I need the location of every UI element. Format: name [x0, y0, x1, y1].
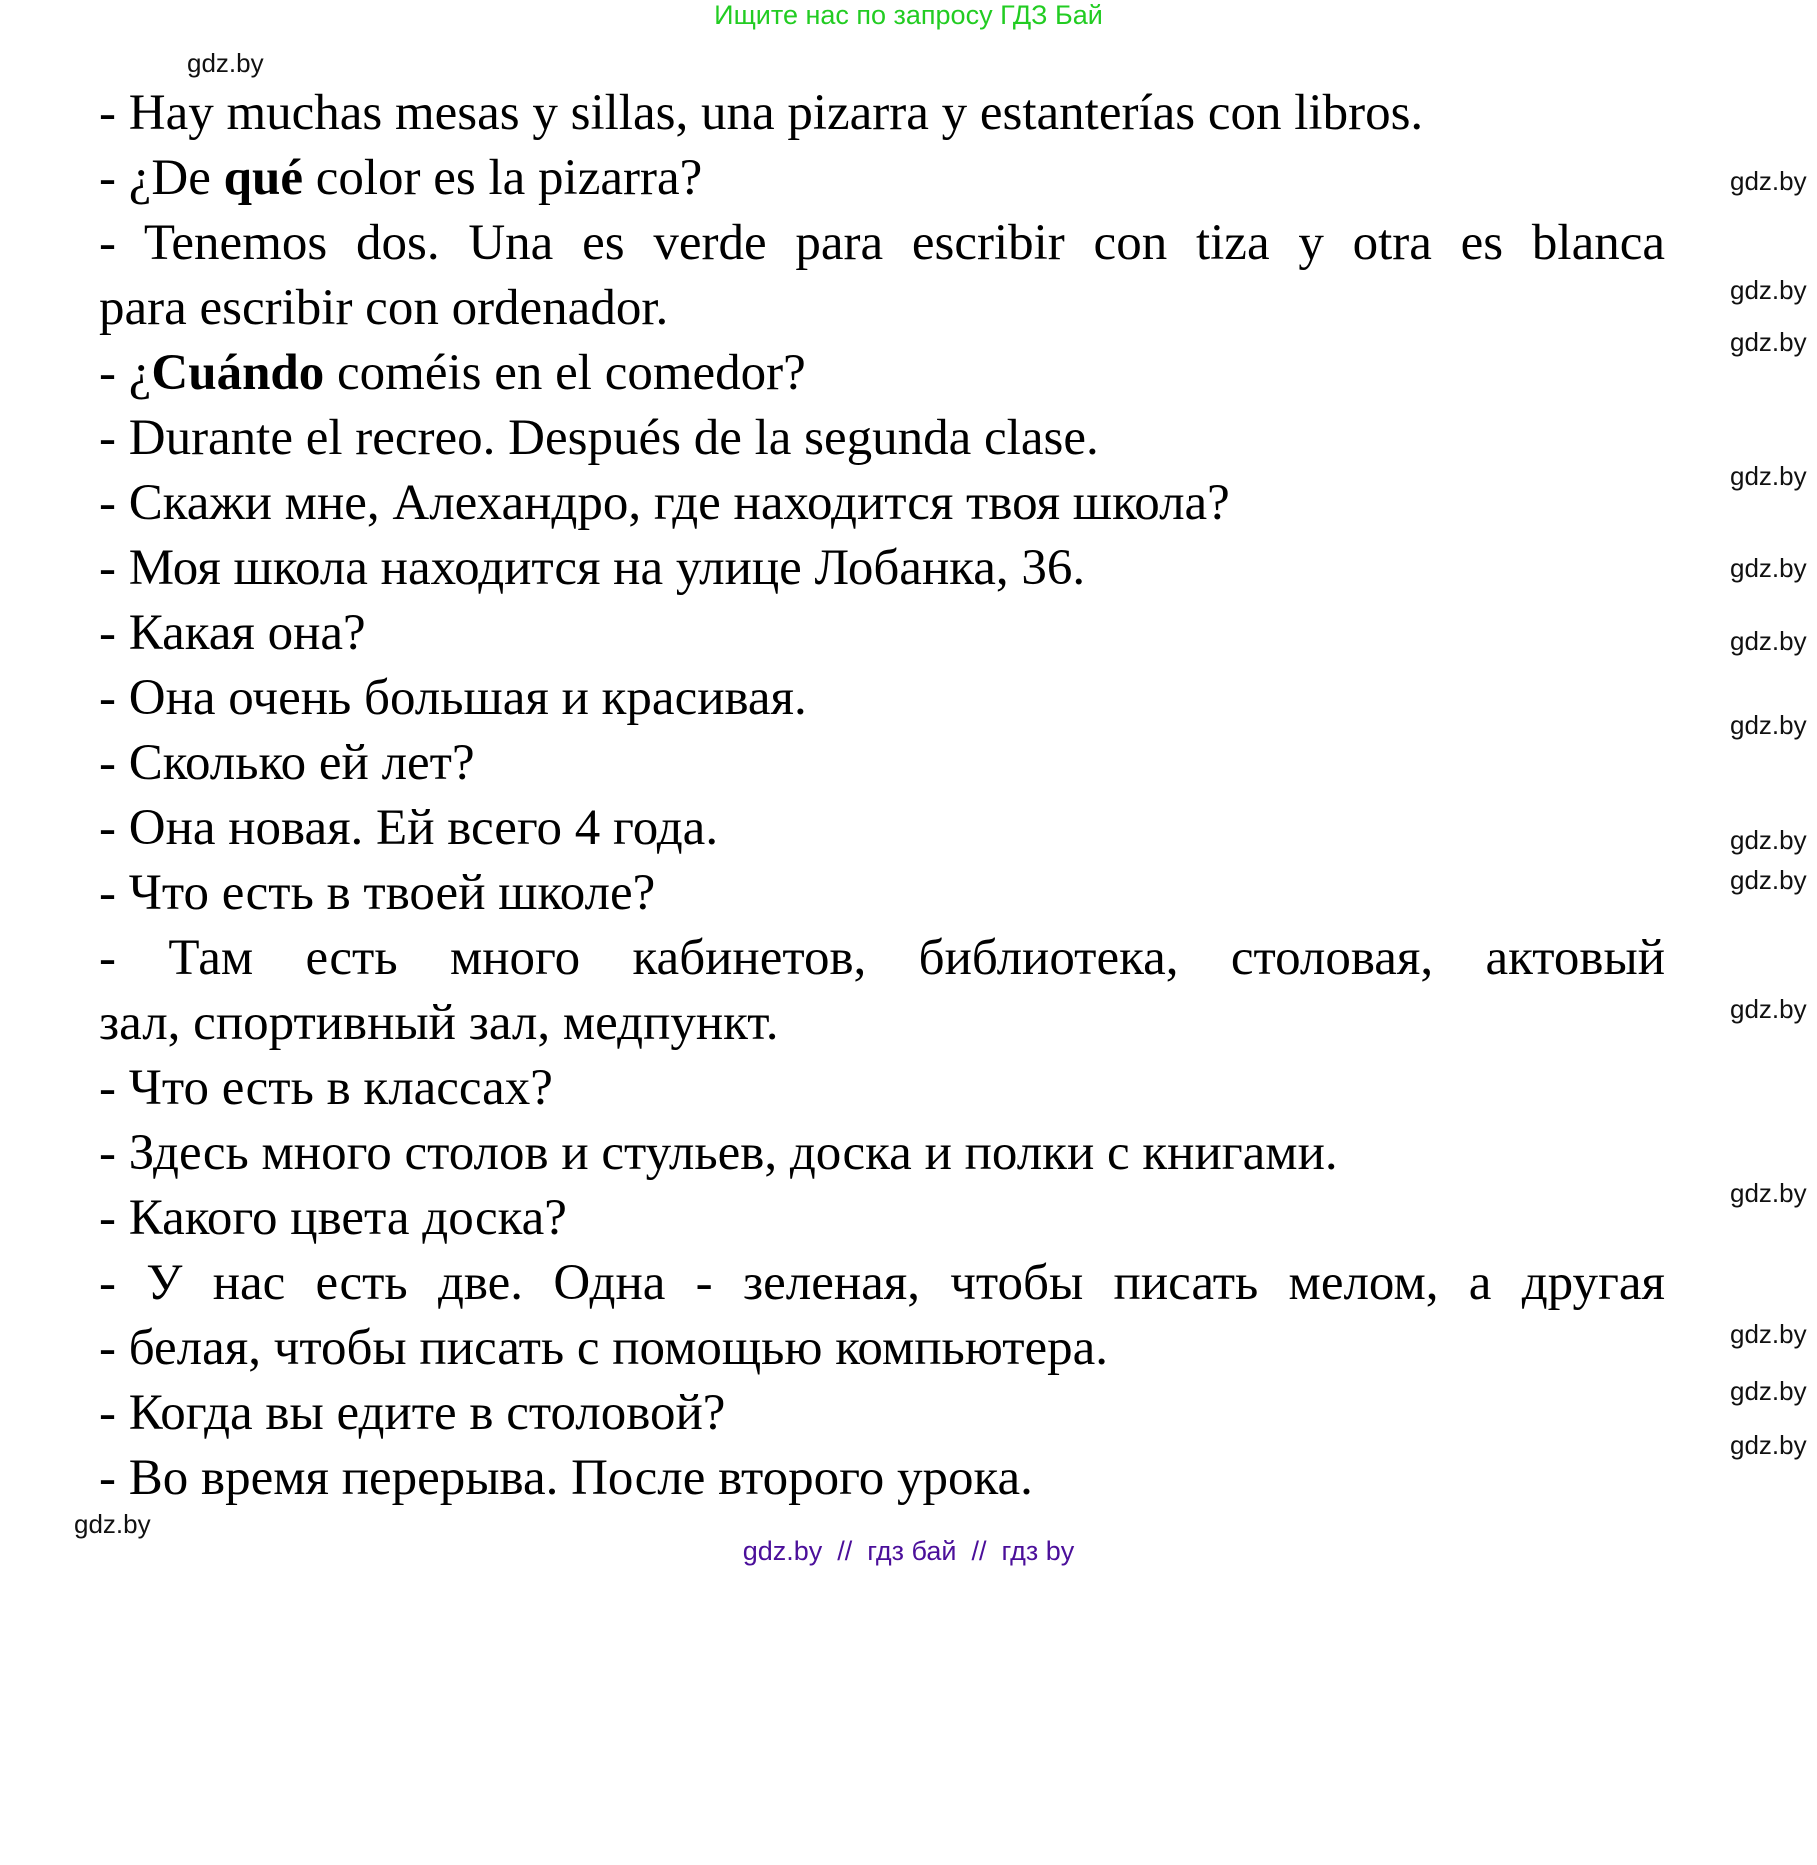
text-segment: color es la pizarra?	[302, 150, 703, 206]
text-line	[99, 1058, 553, 1118]
text-line	[99, 1188, 567, 1248]
watermark-text: gdz.by	[1730, 1319, 1807, 1349]
text-line	[99, 343, 806, 403]
watermark-text: gdz.by	[1730, 461, 1807, 491]
text-segment: para escribir con ordenador.	[99, 280, 669, 336]
watermark-text: gdz.by	[1730, 1376, 1807, 1406]
text-line	[99, 928, 1665, 988]
watermark-text: gdz.by	[74, 1509, 151, 1539]
text-line	[99, 83, 1423, 143]
text-segment: - Какого цвета доска?	[99, 1190, 567, 1246]
text-segment: - Моя школа находится на улице Лобанка, 36.	[99, 540, 1086, 596]
text-segment: - Скажи мне, Алехандро, где находится твоя школа?	[99, 475, 1230, 531]
text-line	[99, 603, 366, 663]
text-segment: - Она очень большая и красивая.	[99, 670, 807, 726]
text-line	[99, 1253, 1665, 1313]
text-line	[99, 668, 807, 728]
watermark-text: gdz.by	[1730, 166, 1807, 196]
text-line	[99, 1383, 725, 1443]
text-segment: - Что есть в твоей школе?	[99, 865, 656, 921]
text-segment: - белая, чтобы писать с помощью компьютера.	[99, 1320, 1109, 1376]
footer-links[interactable]: gdz.by // гдз бай // гдз by	[742, 1536, 1075, 1566]
text-segment: - Там есть много кабинетов, библиотека, столовая, актовый	[99, 930, 1665, 986]
watermark-text: gdz.by	[1730, 626, 1807, 656]
text-segment: - Что есть в классах?	[99, 1060, 553, 1116]
text-segment: - У нас есть две. Одна - зеленая, чтобы писать мелом, а другая	[99, 1255, 1665, 1311]
watermark-text: gdz.by	[1730, 553, 1807, 583]
watermark-text: gdz.by	[1730, 994, 1807, 1024]
search-hint-header: Ищите нас по запросу ГДЗ Бай	[714, 0, 1103, 30]
text-line	[99, 278, 668, 338]
text-segment: - Какая она?	[99, 605, 366, 661]
text-segment: - Hay muchas mesas y sillas, una pizarra y estanterías con libros.	[99, 85, 1424, 141]
bold-word: qué	[223, 150, 303, 206]
watermark-text: gdz.by	[1730, 1178, 1807, 1208]
text-line	[99, 148, 702, 208]
watermark-text: gdz.by	[1730, 865, 1807, 895]
watermark-text: gdz.by	[1730, 710, 1807, 740]
text-line	[99, 1448, 1033, 1508]
watermark-text: gdz.by	[1730, 825, 1807, 855]
text-line	[99, 538, 1085, 598]
text-segment: - Здесь много столов и стульев, доска и полки с книгами.	[99, 1125, 1338, 1181]
watermark-text: gdz.by	[1730, 1430, 1807, 1460]
text-segment: зал, спортивный зал, медпункт.	[99, 995, 779, 1051]
watermark-text: gdz.by	[187, 48, 264, 78]
text-segment: - ¿De	[99, 150, 224, 206]
text-line	[99, 863, 655, 923]
text-line	[99, 798, 718, 858]
text-segment: - Сколько ей лет?	[99, 735, 475, 791]
text-segment: coméis en el comedor?	[324, 345, 806, 401]
text-line	[99, 408, 1099, 468]
text-line	[99, 993, 778, 1053]
watermark-text: gdz.by	[1730, 275, 1807, 305]
bold-word: Cuándo	[151, 345, 325, 401]
text-segment: - Tenemos dos. Una es verde para escribir con tiza y otra es blanca	[99, 215, 1665, 271]
text-line	[99, 473, 1230, 533]
text-segment: - ¿	[99, 345, 152, 401]
watermark-text: gdz.by	[1730, 327, 1807, 357]
text-segment: - Она новая. Ей всего 4 года.	[99, 800, 719, 856]
text-segment: - Durante el recreo. Después de la segunda clase.	[99, 410, 1099, 466]
text-line	[99, 733, 475, 793]
text-line	[99, 1123, 1338, 1183]
text-segment: - Во время перерыва. После второго урока.	[99, 1450, 1033, 1506]
text-line	[99, 1318, 1108, 1378]
text-segment: - Когда вы едите в столовой?	[99, 1385, 726, 1441]
text-line	[99, 213, 1665, 273]
